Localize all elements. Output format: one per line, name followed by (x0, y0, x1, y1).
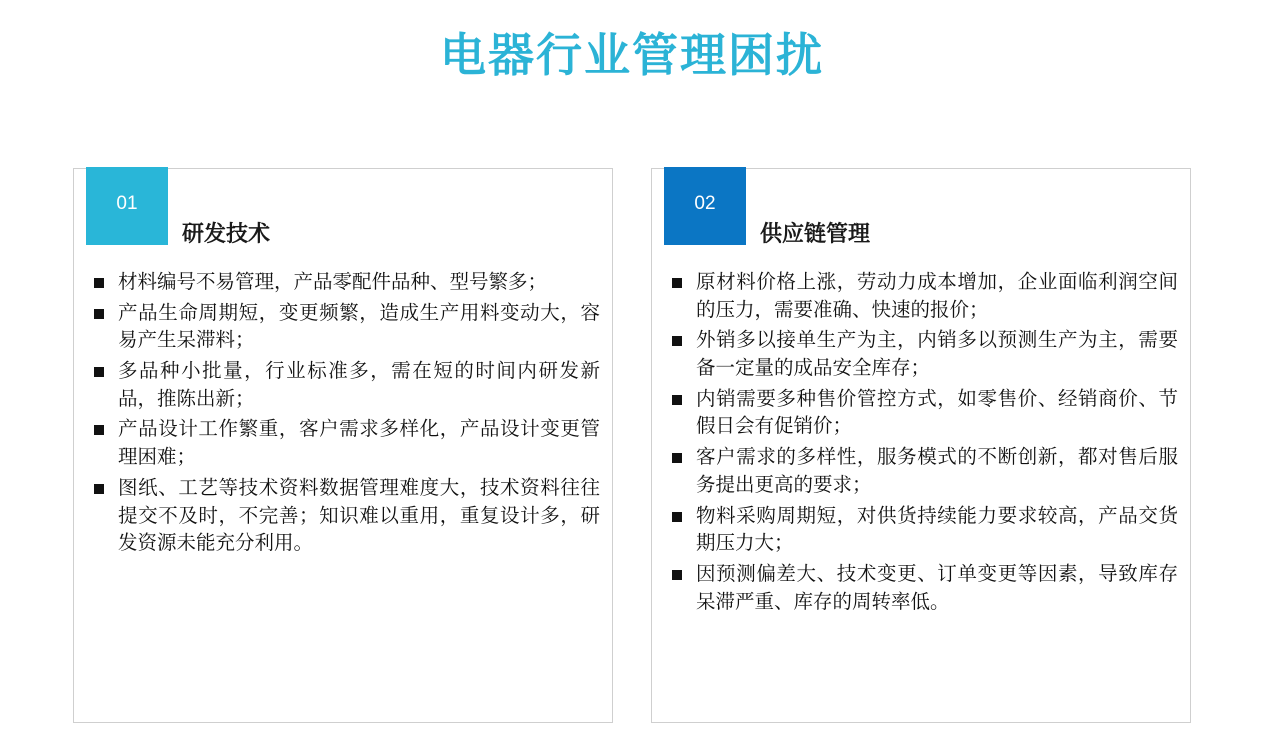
card-number-badge (664, 167, 746, 245)
square-bullet-icon (672, 512, 682, 522)
card-research-development (73, 168, 613, 723)
square-bullet-icon (94, 309, 104, 319)
square-bullet-icon (672, 570, 682, 580)
card-bullet-list (668, 269, 1178, 619)
card-bullet-list (90, 269, 600, 561)
card-number-badge (86, 167, 168, 245)
list-item (90, 358, 600, 413)
card-supply-chain-management (651, 168, 1191, 723)
list-item-text: 内销需要多种售价管控方式，如零售价、经销商价、节假日会有促销价； (696, 387, 1178, 438)
cards-container (0, 168, 1264, 723)
list-item (90, 269, 600, 297)
list-item (668, 386, 1178, 441)
square-bullet-icon (672, 395, 682, 405)
card-number-label: 01 (116, 193, 138, 214)
list-item-text: 物料采购周期短，对供货持续能力要求较高，产品交货期压力大； (696, 504, 1178, 555)
list-item (668, 327, 1178, 382)
list-item (668, 561, 1178, 616)
card-heading: 供应链管理 (760, 221, 871, 246)
list-item-text: 外销多以接单生产为主，内销多以预测生产为主，需要备一定量的成品安全库存； (696, 329, 1178, 380)
card-number-label: 02 (694, 193, 716, 214)
square-bullet-icon (672, 278, 682, 288)
list-item (668, 444, 1178, 499)
list-item (90, 300, 600, 355)
square-bullet-icon (672, 336, 682, 346)
square-bullet-icon (672, 453, 682, 463)
square-bullet-icon (94, 484, 104, 494)
list-item (668, 269, 1178, 324)
list-item-text: 图纸、工艺等技术资料数据管理难度大，技术资料往往提交不及时，不完善；知识难以重用，重复设计多，研发资源未能充分利用。 (118, 476, 600, 555)
list-item (668, 503, 1178, 558)
list-item-text: 产品生命周期短，变更频繁，造成生产用料变动大，容易产生呆滞料； (118, 301, 600, 352)
list-item (90, 475, 600, 558)
list-item-text: 产品设计工作繁重，客户需求多样化，产品设计变更管理困难； (118, 418, 600, 469)
list-item-text: 因预测偏差大、技术变更、订单变更等因素，导致库存呆滞严重、库存的周转率低。 (696, 562, 1178, 613)
square-bullet-icon (94, 425, 104, 435)
list-item-text: 原材料价格上涨，劳动力成本增加，企业面临利润空间的压力，需要准确、快速的报价； (696, 271, 1178, 321)
page-title: 电器行业管理困扰 (440, 29, 824, 81)
list-item-text: 客户需求的多样性，服务模式的不断创新，都对售后服务提出更高的要求； (696, 446, 1178, 496)
card-heading: 研发技术 (182, 221, 271, 246)
list-item-text: 多品种小批量，行业标准多，需在短的时间内研发新品，推陈出新； (118, 360, 600, 410)
list-item (90, 416, 600, 471)
list-item-text: 材料编号不易管理，产品零配件品种、型号繁多； (118, 271, 548, 293)
square-bullet-icon (94, 278, 104, 288)
square-bullet-icon (94, 367, 104, 377)
